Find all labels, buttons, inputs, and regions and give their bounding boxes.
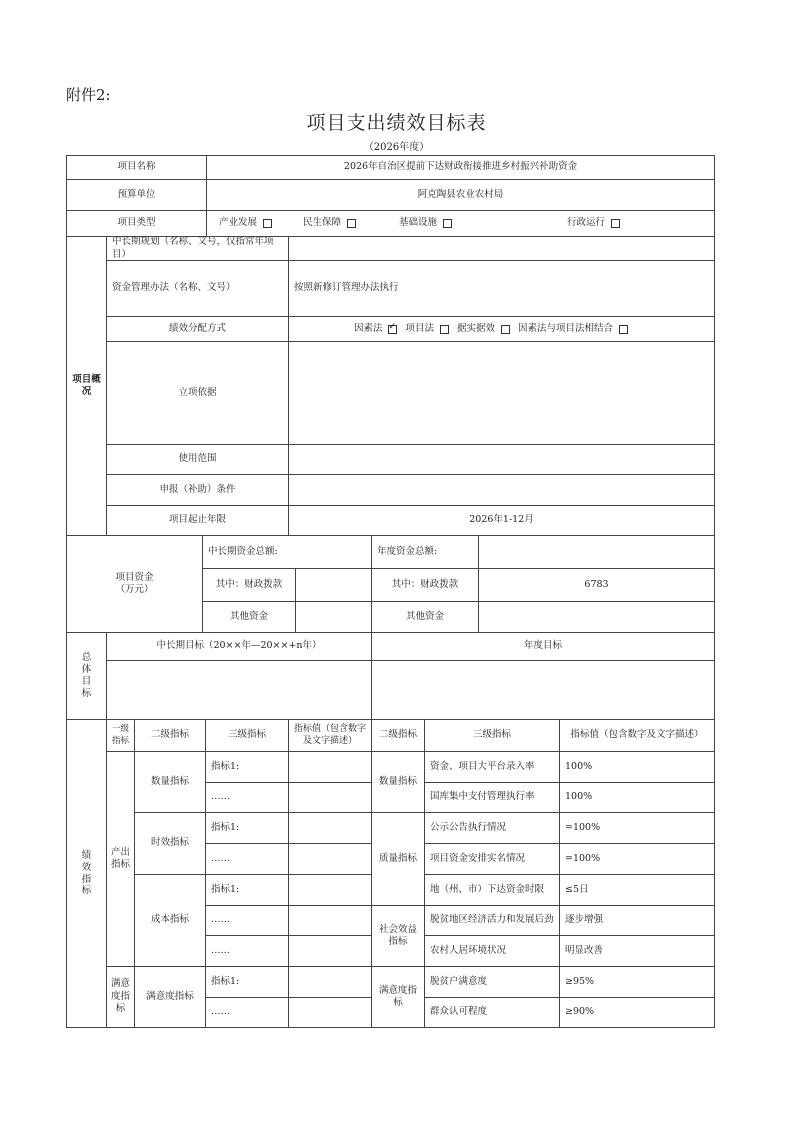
checkbox-icon[interactable] <box>443 219 452 228</box>
right-indicator-value: ≥95% <box>559 966 715 998</box>
plan-label: 中长期规划（名称、文号，仅指常年项目） <box>106 236 289 261</box>
satisfaction-group-label: 满意 度指 标 <box>106 966 135 1028</box>
checkbox-icon[interactable] <box>347 219 356 228</box>
value-left-header: 指标值（包含数字 及文字描述） <box>288 719 372 752</box>
fund-mgmt-value: 按照新修订管理办法执行 <box>288 260 715 317</box>
alloc-option-combined[interactable]: 因素法与项目法相结合 <box>518 323 628 335</box>
checkbox-icon[interactable] <box>611 219 620 228</box>
left-value <box>288 905 372 936</box>
left-value <box>288 966 372 998</box>
left-value <box>288 812 372 844</box>
right-indicator-name: 农村人居环境状况 <box>424 935 560 967</box>
overview-section-label: 项目概况 <box>66 236 107 536</box>
type-option-infrastructure[interactable]: 基础设施 <box>399 211 452 236</box>
left-item: …… <box>205 997 289 1028</box>
budget-unit-value: 阿克陶县农业农村局 <box>206 179 715 211</box>
alloc-option-factor[interactable]: 因素法 ✓ <box>354 323 398 335</box>
long-fiscal-value <box>295 568 372 602</box>
left-item: …… <box>205 905 289 936</box>
budget-unit-label: 预算单位 <box>66 179 207 211</box>
left-item: …… <box>205 935 289 967</box>
level2-right-header: 二级指标 <box>371 719 425 752</box>
long-goal-label: 中长期目标（20××年—20××+n年） <box>106 632 372 661</box>
right-indicator-value: 明显改善 <box>559 935 715 967</box>
right-indicator-name: 脱贫地区经济活力和发展后劲 <box>424 905 560 936</box>
project-name-label: 项目名称 <box>66 155 207 180</box>
checkbox-checked-icon[interactable] <box>388 325 397 334</box>
left-value <box>288 782 372 813</box>
left-item: 指标1: <box>205 812 289 844</box>
attachment-label: 附件2: <box>66 86 111 104</box>
basis-label: 立项依据 <box>106 341 289 445</box>
left-item: 指标1: <box>205 966 289 998</box>
right-group-social-benefit: 社会效益 指标 <box>371 905 425 967</box>
alloc-option-actual[interactable]: 据实据效 <box>457 323 510 335</box>
level2-header: 二级指标 <box>134 719 206 752</box>
checkbox-icon[interactable] <box>501 325 510 334</box>
right-indicator-name: 资金、项目大平台录入率 <box>424 751 560 783</box>
year-total-value <box>478 535 715 569</box>
checkbox-icon[interactable] <box>619 325 628 334</box>
funds-label: 项目资金 （万元） <box>66 535 203 633</box>
checkbox-icon[interactable] <box>263 219 272 228</box>
right-group-satisfaction: 满意度指标 <box>371 966 425 1028</box>
scope-label: 使用范围 <box>106 444 289 475</box>
left-value <box>288 843 372 875</box>
left-value <box>288 997 372 1028</box>
right-indicator-name: 国库集中支付管理执行率 <box>424 782 560 813</box>
left-group-quantity: 数量指标 <box>134 751 206 813</box>
year-other-label: 其他资金 <box>371 601 479 633</box>
year-total-label: 年度资金总额: <box>371 535 479 569</box>
project-type-label: 项目类型 <box>66 210 207 237</box>
allocation-method-options <box>288 316 715 342</box>
year-fiscal-label: 其中：财政拨款 <box>371 568 479 602</box>
right-group-quality: 质量指标 <box>371 812 425 906</box>
right-indicator-name: 公示公告执行情况 <box>424 812 560 844</box>
annual-goal-value <box>371 660 715 720</box>
annual-goal-label: 年度目标 <box>371 632 715 661</box>
right-indicator-value: =100% <box>559 843 715 875</box>
project-type-options <box>206 210 715 237</box>
right-indicator-value: ≥90% <box>559 997 715 1028</box>
left-item: …… <box>205 843 289 875</box>
type-option-livelihood[interactable]: 民生保障 <box>303 211 356 236</box>
left-group-cost: 成本指标 <box>134 874 206 967</box>
left-group-satisfaction: 满意度指标 <box>134 966 206 1028</box>
left-value <box>288 874 372 906</box>
period-label: 项目起止年限 <box>106 505 289 536</box>
right-indicator-value: 100% <box>559 751 715 783</box>
left-item: 指标1: <box>205 874 289 906</box>
right-indicator-value: ≤5日 <box>559 874 715 906</box>
alloc-option-project[interactable]: 项目法 <box>405 323 449 335</box>
type-option-administration[interactable]: 行政运行 <box>567 211 620 236</box>
year-label: （2026年度） <box>363 142 430 153</box>
right-indicator-value: 逐步增强 <box>559 905 715 936</box>
fund-mgmt-label: 资金管理办法（名称、文号） <box>106 260 289 317</box>
output-indicator-label: 产出 指标 <box>106 751 135 967</box>
type-option-industry[interactable]: 产业发展 <box>219 211 272 236</box>
conditions-label: 申报（补助）条件 <box>106 474 289 506</box>
conditions-value <box>288 474 715 506</box>
level1-header: 一级 指标 <box>106 719 135 752</box>
long-other-value <box>295 601 372 633</box>
right-indicator-value: =100% <box>559 812 715 844</box>
value-right-header: 指标值（包含数字及文字描述） <box>559 719 715 752</box>
right-indicator-name: 项目资金安排实名情况 <box>424 843 560 875</box>
level3-right-header: 三级指标 <box>424 719 560 752</box>
right-indicator-name: 地（州、市）下达资金时限 <box>424 874 560 906</box>
page-title: 项目支出绩效目标表 <box>306 112 487 134</box>
allocation-method-label: 绩效分配方式 <box>106 316 289 342</box>
scope-value <box>288 444 715 475</box>
plan-value <box>288 236 715 261</box>
indicators-label: 绩 效 指 标 <box>66 719 107 1028</box>
overall-goals-label: 总 体 目 标 <box>66 632 107 720</box>
basis-value <box>288 341 715 445</box>
year-fiscal-value: 6783 <box>478 568 715 602</box>
left-group-timeliness: 时效指标 <box>134 812 206 875</box>
long-fiscal-label: 其中：财政拨款 <box>202 568 296 602</box>
right-indicator-name: 脱贫户满意度 <box>424 966 560 998</box>
right-indicator-name: 群众认可程度 <box>424 997 560 1028</box>
checkbox-icon[interactable] <box>440 325 449 334</box>
left-value <box>288 935 372 967</box>
right-indicator-value: 100% <box>559 782 715 813</box>
level3-header: 三级指标 <box>205 719 289 752</box>
year-other-value <box>478 601 715 633</box>
period-value: 2026年1-12月 <box>288 505 715 536</box>
long-other-label: 其他资金 <box>202 601 296 633</box>
long-total-label: 中长期资金总额: <box>202 535 372 569</box>
right-group-quantity: 数量指标 <box>371 751 425 813</box>
left-value <box>288 751 372 783</box>
left-item: …… <box>205 782 289 813</box>
long-goal-value <box>106 660 372 720</box>
left-item: 指标1: <box>205 751 289 783</box>
project-name-value: 2026年自治区提前下达财政衔接推进乡村振兴补助资金 <box>206 155 715 180</box>
